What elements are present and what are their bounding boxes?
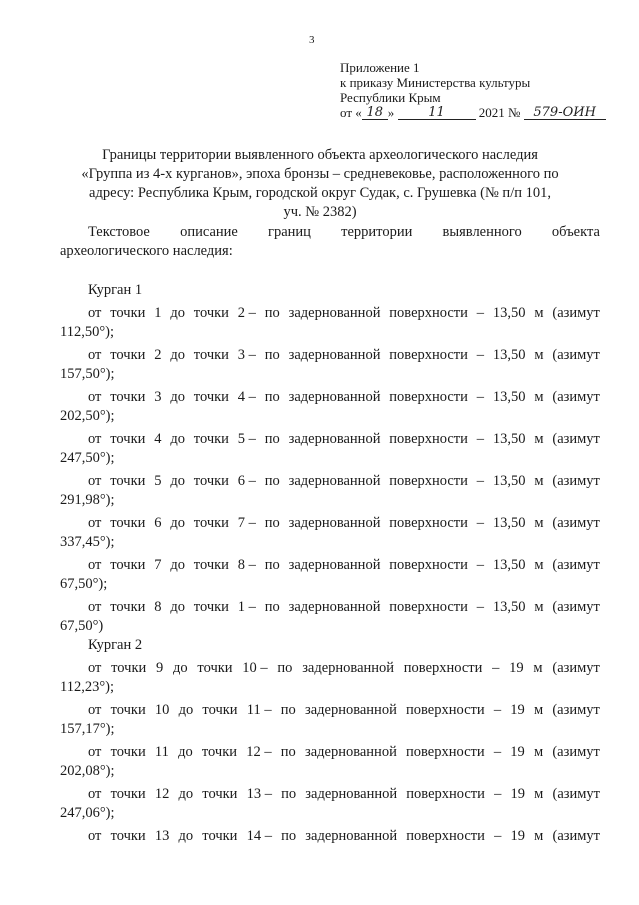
word: точки bbox=[110, 599, 146, 615]
word: точки bbox=[110, 702, 146, 718]
word: по bbox=[281, 786, 297, 802]
word: поверхности bbox=[389, 473, 468, 489]
entry-line-1 bbox=[60, 598, 600, 617]
word: м bbox=[534, 347, 544, 363]
word: 8 bbox=[154, 599, 162, 615]
word: поверхности bbox=[389, 305, 468, 321]
entry-line-1 bbox=[60, 388, 600, 407]
word: м bbox=[534, 786, 544, 802]
word: 4 bbox=[154, 431, 162, 447]
word: м bbox=[534, 828, 544, 844]
word: по bbox=[280, 744, 296, 760]
word: до bbox=[178, 786, 194, 802]
word: задернованной bbox=[288, 347, 381, 363]
word: поверхности bbox=[406, 786, 485, 802]
word: до bbox=[178, 702, 194, 718]
word: до bbox=[173, 660, 188, 676]
word: по bbox=[264, 389, 280, 405]
word: точки bbox=[110, 744, 146, 760]
entry-line-1 bbox=[60, 556, 600, 575]
word: 13,50 bbox=[492, 557, 526, 573]
page-number: 3 bbox=[309, 34, 315, 46]
entry-line-1 bbox=[60, 743, 600, 762]
word: 7 – bbox=[237, 515, 256, 531]
word: от bbox=[88, 660, 102, 676]
word: точки bbox=[110, 347, 146, 363]
word: от bbox=[88, 744, 102, 760]
word: до bbox=[170, 557, 185, 573]
word: поверхности bbox=[389, 389, 468, 405]
word: 13,50 bbox=[492, 389, 526, 405]
word: по bbox=[264, 347, 280, 363]
word: точки bbox=[110, 389, 146, 405]
word: 5 bbox=[154, 473, 162, 489]
word: м bbox=[534, 389, 544, 405]
word: (азимут bbox=[552, 660, 600, 676]
word: м bbox=[534, 473, 544, 489]
entry-azimuth: 247,50°); bbox=[60, 450, 115, 466]
word: задернованной bbox=[288, 473, 381, 489]
word: задернованной bbox=[305, 828, 398, 844]
word: поверхности bbox=[406, 702, 485, 718]
word: 19 bbox=[510, 828, 525, 844]
word: поверхности bbox=[389, 557, 468, 573]
word: 13,50 bbox=[492, 431, 526, 447]
word: от bbox=[88, 473, 102, 489]
word: (азимут bbox=[552, 347, 600, 363]
word: по bbox=[264, 515, 280, 531]
word: задернованной bbox=[288, 431, 381, 447]
word: – bbox=[476, 431, 485, 447]
word: 2 bbox=[154, 347, 162, 363]
word: Текстовое bbox=[88, 224, 150, 240]
word: до bbox=[178, 744, 193, 760]
description-intro bbox=[60, 223, 600, 261]
word: точки bbox=[202, 702, 238, 718]
word: 9 bbox=[156, 660, 164, 676]
word: задернованной bbox=[288, 305, 381, 321]
word: точки bbox=[201, 744, 238, 760]
boundary-entry bbox=[60, 346, 600, 384]
section-kurgan-1 bbox=[60, 281, 600, 636]
boundary-entry bbox=[60, 785, 600, 823]
entry-azimuth: 67,50°) bbox=[60, 618, 104, 634]
entry-azimuth: 247,06°); bbox=[60, 805, 115, 821]
word: – bbox=[476, 515, 485, 531]
word: 5 – bbox=[237, 431, 256, 447]
word: задернованной bbox=[288, 599, 381, 615]
word: до bbox=[178, 828, 194, 844]
word: 10 bbox=[154, 702, 170, 718]
word: до bbox=[170, 389, 185, 405]
word: м bbox=[534, 557, 544, 573]
date-year: 2021 № bbox=[478, 105, 521, 120]
entry-line-1 bbox=[60, 701, 600, 720]
word: от bbox=[88, 389, 102, 405]
boundary-entry bbox=[60, 827, 600, 846]
word: задернованной bbox=[288, 389, 381, 405]
word: до bbox=[170, 431, 185, 447]
word: задернованной bbox=[305, 786, 398, 802]
word: точки bbox=[193, 347, 229, 363]
word: м bbox=[534, 431, 544, 447]
word: 11 – bbox=[246, 702, 272, 718]
word: точки bbox=[193, 599, 229, 615]
word: 13,50 bbox=[492, 515, 526, 531]
word: м bbox=[534, 515, 544, 531]
word: по bbox=[280, 702, 296, 718]
boundary-entry bbox=[60, 514, 600, 552]
word: 19 bbox=[510, 744, 525, 760]
word: 1 bbox=[154, 305, 162, 321]
entry-line-1 bbox=[60, 827, 600, 846]
word: точки bbox=[193, 515, 229, 531]
entry-line-1 bbox=[60, 472, 600, 491]
handwritten-month: 11 bbox=[398, 105, 476, 120]
word: – bbox=[476, 599, 485, 615]
word: м bbox=[533, 660, 543, 676]
title-line: уч. № 2382) bbox=[283, 204, 357, 220]
word: поверхности bbox=[406, 828, 485, 844]
word: 3 – bbox=[237, 347, 256, 363]
word: 6 – bbox=[237, 473, 256, 489]
word: по bbox=[264, 431, 280, 447]
appendix-line-2: к приказу Министерства культуры bbox=[340, 75, 531, 90]
word: точки bbox=[110, 431, 146, 447]
word: поверхности bbox=[389, 599, 468, 615]
word: до bbox=[170, 347, 185, 363]
entry-azimuth: 291,98°); bbox=[60, 492, 115, 508]
word: – bbox=[493, 702, 502, 718]
word: 12 bbox=[154, 786, 170, 802]
entry-line-1 bbox=[60, 785, 600, 804]
word: задернованной bbox=[288, 515, 381, 531]
word: от bbox=[88, 702, 102, 718]
entry-azimuth: 202,50°); bbox=[60, 408, 115, 424]
word: (азимут bbox=[552, 599, 600, 615]
word: 3 bbox=[154, 389, 162, 405]
entry-line-1 bbox=[60, 346, 600, 365]
word: 8 – bbox=[237, 557, 256, 573]
word: 19 bbox=[510, 786, 525, 802]
word: от bbox=[88, 599, 102, 615]
word: (азимут bbox=[552, 557, 600, 573]
word: 13,50 bbox=[492, 305, 526, 321]
word: выявленного bbox=[442, 224, 522, 240]
word: по bbox=[264, 599, 280, 615]
word: – bbox=[476, 389, 485, 405]
entry-azimuth: 202,08°); bbox=[60, 763, 115, 779]
word: 6 bbox=[154, 515, 162, 531]
word: (азимут bbox=[552, 702, 600, 718]
word: точки bbox=[110, 828, 146, 844]
entry-azimuth: 157,50°); bbox=[60, 366, 115, 382]
word: точки bbox=[193, 431, 229, 447]
word: (азимут bbox=[552, 431, 600, 447]
word: 19 bbox=[510, 702, 525, 718]
appendix-line-3: Республики Крым bbox=[340, 90, 441, 105]
description-line-1 bbox=[60, 223, 600, 242]
word: поверхности bbox=[403, 660, 483, 676]
word: – bbox=[494, 828, 502, 844]
word: по bbox=[281, 828, 297, 844]
word: 13,50 bbox=[492, 473, 526, 489]
word: 2 – bbox=[237, 305, 256, 321]
word: 19 bbox=[509, 660, 524, 676]
word: точки bbox=[110, 305, 146, 321]
date-quote-close: » bbox=[387, 105, 395, 120]
handwritten-order-number: 579-ОИН bbox=[524, 105, 606, 120]
entry-line-1 bbox=[60, 659, 600, 678]
word: м bbox=[533, 702, 544, 718]
word: 11 bbox=[154, 744, 169, 760]
word: точки bbox=[110, 515, 146, 531]
word: по bbox=[264, 473, 280, 489]
appendix-line-1: Приложение 1 bbox=[340, 60, 420, 75]
word: точки bbox=[193, 305, 229, 321]
boundary-entry bbox=[60, 472, 600, 510]
word: поверхности bbox=[389, 347, 468, 363]
word: 13 bbox=[154, 828, 170, 844]
word: 13 – bbox=[246, 786, 272, 802]
boundary-entry bbox=[60, 430, 600, 468]
word: до bbox=[170, 599, 185, 615]
word: 12 – bbox=[246, 744, 272, 760]
word: м bbox=[534, 599, 544, 615]
word: (азимут bbox=[552, 473, 600, 489]
boundary-entry bbox=[60, 388, 600, 426]
word: по bbox=[264, 305, 280, 321]
word: задернованной bbox=[302, 660, 395, 676]
word: границ bbox=[268, 224, 311, 240]
entry-azimuth: 112,23°); bbox=[60, 679, 114, 695]
word: точки bbox=[193, 473, 229, 489]
boundary-entry bbox=[60, 701, 600, 739]
word: поверхности bbox=[389, 431, 468, 447]
word: описание bbox=[180, 224, 238, 240]
word: точки bbox=[110, 786, 146, 802]
word: точки bbox=[197, 660, 233, 676]
word: 13,50 bbox=[492, 599, 526, 615]
word: поверхности bbox=[389, 515, 468, 531]
title-line: «Группа из 4-х курганов», эпоха бронзы – средневековье, расположенного по bbox=[81, 166, 559, 182]
word: от bbox=[88, 786, 102, 802]
section-heading: Курган 2 bbox=[88, 637, 143, 653]
word: – bbox=[494, 786, 502, 802]
word: точки bbox=[193, 557, 229, 573]
word: 1 – bbox=[237, 599, 256, 615]
entry-azimuth: 157,17°); bbox=[60, 721, 115, 737]
word: м bbox=[533, 744, 544, 760]
entry-line-1 bbox=[60, 514, 600, 533]
word: (азимут bbox=[552, 828, 600, 844]
boundary-entry bbox=[60, 743, 600, 781]
word: (азимут bbox=[552, 305, 600, 321]
word: – bbox=[476, 557, 485, 573]
word: точки bbox=[110, 557, 146, 573]
boundary-entry bbox=[60, 304, 600, 342]
word: 7 bbox=[154, 557, 162, 573]
word: – bbox=[476, 473, 485, 489]
appendix-header bbox=[340, 60, 606, 120]
word: по bbox=[277, 660, 293, 676]
word: территории bbox=[341, 224, 413, 240]
word: 4 – bbox=[237, 389, 256, 405]
word: до bbox=[170, 473, 185, 489]
word: (азимут bbox=[552, 515, 600, 531]
word: до bbox=[170, 305, 185, 321]
word: 10 – bbox=[242, 660, 268, 676]
word: от bbox=[88, 515, 102, 531]
title-line: адресу: Республика Крым, городской округ Судак, с. Грушевка (№ п/п 101, bbox=[89, 185, 551, 201]
title-line: Границы территории выявленного объекта археологического наследия bbox=[102, 147, 538, 163]
word: точки bbox=[193, 389, 229, 405]
word: точки bbox=[202, 828, 238, 844]
date-prefix: от « bbox=[340, 105, 362, 120]
word: (азимут bbox=[552, 389, 600, 405]
handwritten-day: 18 bbox=[362, 105, 388, 120]
boundary-entry bbox=[60, 556, 600, 594]
word: точки bbox=[111, 660, 147, 676]
word: от bbox=[88, 828, 102, 844]
word: точки bbox=[110, 473, 146, 489]
word: 14 – bbox=[246, 828, 272, 844]
appendix-date-line bbox=[340, 105, 606, 120]
word: до bbox=[170, 515, 185, 531]
entry-azimuth: 112,50°); bbox=[60, 324, 114, 340]
word: – bbox=[476, 347, 485, 363]
word: от bbox=[88, 557, 102, 573]
word: от bbox=[88, 305, 102, 321]
entry-azimuth: 67,50°); bbox=[60, 576, 108, 592]
word: – bbox=[476, 305, 485, 321]
entry-line-1 bbox=[60, 430, 600, 449]
word: задернованной bbox=[304, 702, 397, 718]
word: по bbox=[264, 557, 280, 573]
word: м bbox=[534, 305, 544, 321]
boundary-entry bbox=[60, 659, 600, 697]
word: задернованной bbox=[304, 744, 397, 760]
document-title bbox=[60, 146, 580, 222]
section-kurgan-2 bbox=[60, 636, 600, 846]
word: (азимут bbox=[552, 744, 600, 760]
word: объекта bbox=[551, 224, 600, 240]
word: задернованной bbox=[288, 557, 381, 573]
word: – bbox=[493, 744, 502, 760]
word: 13,50 bbox=[492, 347, 526, 363]
word: поверхности bbox=[406, 744, 485, 760]
word: от bbox=[88, 431, 102, 447]
section-heading: Курган 1 bbox=[88, 282, 143, 298]
entry-line-1 bbox=[60, 304, 600, 323]
word: от bbox=[88, 347, 102, 363]
word: – bbox=[492, 660, 500, 676]
word: (азимут bbox=[552, 786, 600, 802]
entry-azimuth: 337,45°); bbox=[60, 534, 115, 550]
word: точки bbox=[202, 786, 238, 802]
boundary-entry bbox=[60, 598, 600, 636]
description-line-2: археологического наследия: bbox=[60, 243, 233, 259]
